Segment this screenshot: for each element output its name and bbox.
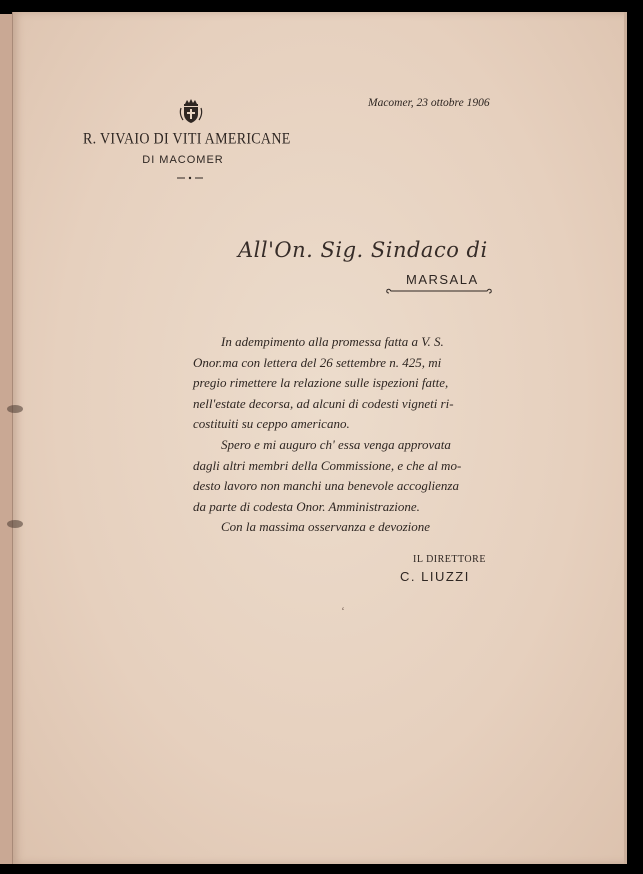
page-tear-mark	[7, 405, 23, 413]
body-line: nell'estate decorsa, ad alcuni di codesti vigneti ri-	[193, 395, 454, 411]
letter-body	[193, 332, 493, 538]
letter-page	[12, 12, 627, 864]
ink-mark: ʻ	[341, 604, 345, 618]
city-underline-flourish	[385, 288, 493, 296]
body-line: da parte di codesta Onor. Amministrazione.	[193, 498, 420, 514]
body-line: desto lavoro non manchi una benevole accoglienza	[193, 478, 459, 494]
letter-date: Macomer, 23 ottobre 1906	[368, 97, 490, 109]
signer-title: IL DIRETTORE	[413, 554, 486, 565]
page-edge	[624, 12, 627, 864]
body-line: In adempimento alla promessa fatta a V. S.	[221, 334, 444, 349]
body-line: Onor.ma con lettera del 26 settembre n. 425, mi	[193, 354, 442, 370]
letterhead-title: R. VIVAIO DI VITI AMERICANE	[83, 131, 291, 148]
ornament-divider	[175, 176, 205, 180]
closing-line	[193, 517, 493, 538]
body-paragraph-1	[193, 332, 493, 435]
body-line: Con la massima osservanza e devozione	[221, 519, 431, 535]
page-tear-mark	[7, 520, 23, 528]
letterhead-subtitle: DI MACOMER	[142, 154, 224, 166]
recipient-city: MARSALA	[406, 272, 479, 287]
body-line: pregio rimettere la relazione sulle ispezioni fatte,	[193, 375, 449, 391]
salutation: All'On. Sig. Sindaco di	[238, 238, 488, 262]
body-paragraph-2	[193, 435, 493, 517]
body-line: dagli altri membri della Commissione, e che al mo-	[193, 457, 462, 473]
royal-crest-icon	[179, 98, 203, 124]
signer-name: C. LIUZZI	[400, 569, 470, 584]
body-line: costituiti su ceppo americano.	[193, 416, 350, 432]
body-line: Spero e mi auguro ch' essa venga approvata	[221, 436, 451, 452]
